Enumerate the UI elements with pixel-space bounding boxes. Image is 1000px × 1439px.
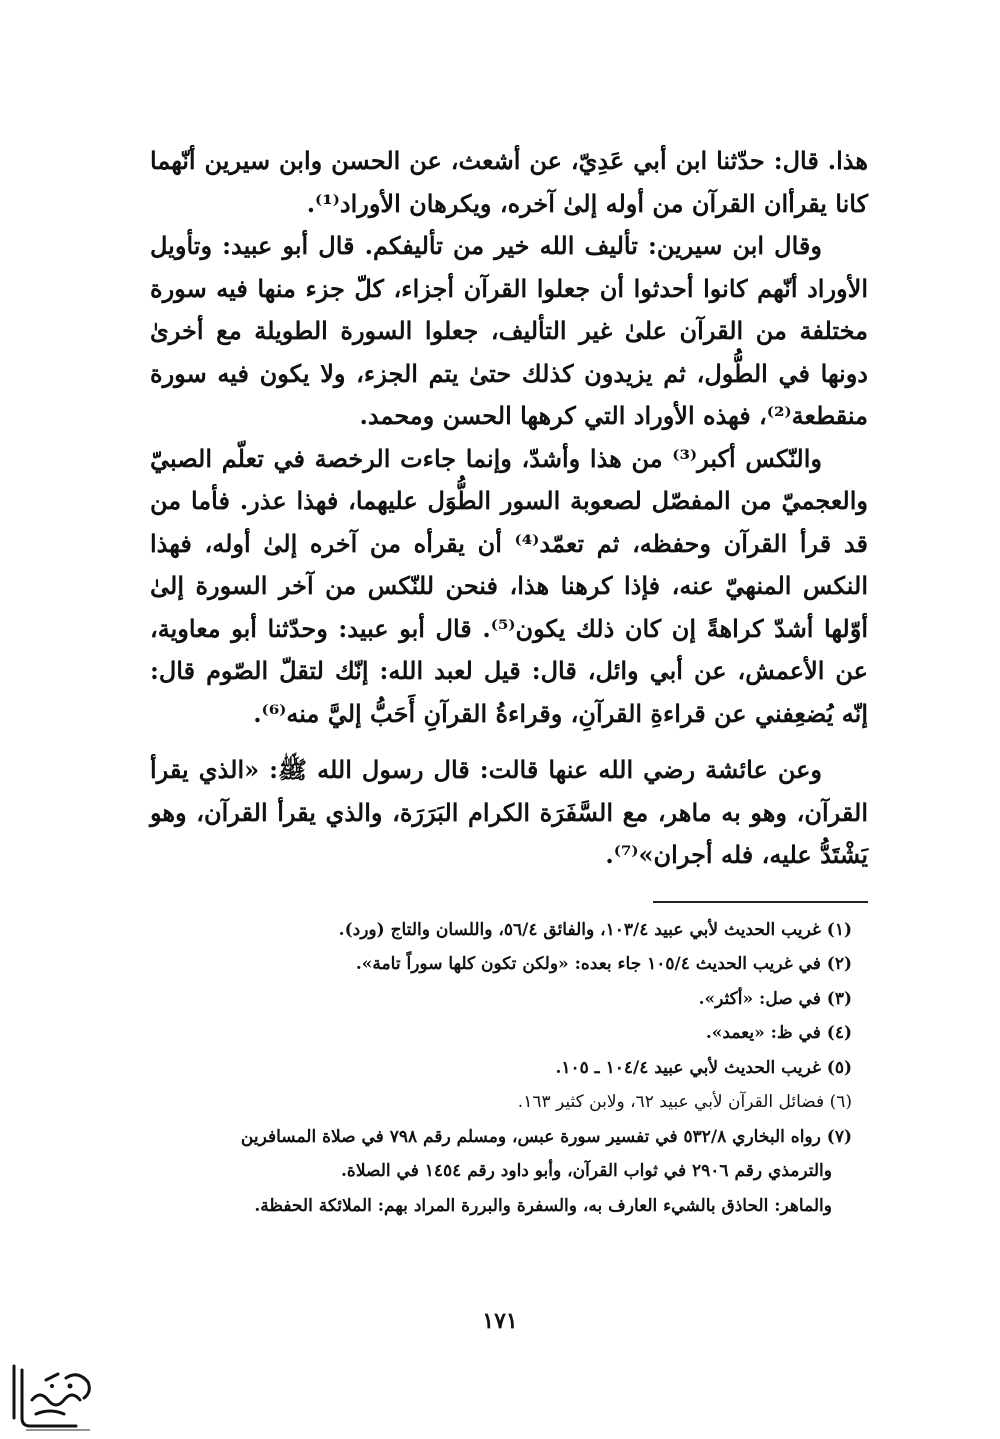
footnote-2: (٢) في غريب الحديث ١٠٥/٤ جاء بعده: «ولكن تكون كلها سوراً تامة». bbox=[355, 954, 852, 974]
paragraph-4: وعن عائشة رضي الله عنها قالت: قال رسول الله ﷺ: «الذي يقرأ القرآن، وهو به ماهر، مع السَّفَرَة الكرام البَرَرَة، والذي يقرأ القرآن، وهو يَشْتَدُّ عليه، فله أجران»⁽⁷⁾. bbox=[150, 755, 868, 869]
footnote-7-continued: والترمذي رقم ٢٩٠٦ في ثواب القرآن، وأبو داود رقم ١٤٥٤ في الصلاة. bbox=[341, 1161, 832, 1181]
paragraph-3: والنّكس أكبر⁽³⁾ من هذا وأشدّ، وإنما جاءت الرخصة في تعلّم الصبيّ والعجميّ من المفصّل لصعوبة السور الطُّوَل عليهما، فهذا عذر. فأما من قد قرأ القرآن وحفظه، ثم تعمّد⁽⁴⁾ أن يقرأه من آخره إلىٰ أوله، فهذا النكس المنهيّ عنه، فإذا كرهنا هذا، فنحن للنّكس من آخر السورة إلىٰ أوّلها أشدّ كراهةً إن كان ذلك يكون⁽⁵⁾. قال أبو عبيد: وحدّثنا أبو معاوية، عن الأعمش، عن أبي وائل، قال: قيل لعبد الله: إنّك لتقلّ الصّوم قال: إنّه يُضعِفني عن قراءةِ القرآنِ، وقراءةُ القرآنِ أَحَبُّ إليَّ منه⁽⁶⁾. bbox=[150, 443, 868, 728]
calligraphy-logo-icon bbox=[6, 1356, 96, 1434]
footnote-3: (٣) في صل: «أكثر». bbox=[698, 988, 852, 1009]
paragraph-1: هذا. قال: حدّثنا ابن أبي عَدِيّ، عن أشعث، عن الحسن وابن سيرين أنّهما كانا يقرأان القرآن من أوله إلىٰ آخره، ويكرهان الأوراد⁽¹⁾. bbox=[150, 146, 868, 218]
paragraph-2: وقال ابن سيرين: تأليف الله خير من تأليفكم. قال أبو عبيد: وتأويل الأوراد أنّهم كانوا أحدثوا أن جعلوا القرآن أجزاء، كلّ جزء منها فيه سورة مختلفة من القرآن علىٰ غير التأليف، جعلوا السورة الطويلة مع أخرىٰ دونها في الطُّول، ثم يزيدون كذلك حتىٰ يتم الجزء، ولا يكون فيه سورة منقطعة⁽²⁾، فهذه الأوراد التي كرهها الحسن ومحمد. bbox=[150, 231, 868, 430]
footnote-7-note: والماهر: الحاذق بالشيء العارف به، والسفرة والبررة المراد بهم: الملائكة الحفظة. bbox=[254, 1195, 832, 1216]
footnotes-list bbox=[150, 913, 868, 1224]
footnote-7: (٧) رواه البخاري ٥٣٢/٨ في تفسير سورة عبس، ومسلم رقم ٧٩٨ في صلاة المسافرين bbox=[240, 1126, 852, 1147]
footnote-5: (٥) غريب الحديث لأبي عبيد ١٠٤/٤ ـ ١٠٥. bbox=[555, 1057, 852, 1078]
page-content bbox=[150, 140, 868, 1223]
body-text bbox=[150, 140, 868, 877]
footnote-1: (١) غريب الحديث لأبي عبيد ١٠٣/٤، والفائق ٥٦/٤، واللسان والتاج (ورد). bbox=[338, 919, 852, 940]
page-number: ١٧١ bbox=[482, 1308, 518, 1334]
footnote-6: (٦) فضائل القرآن لأبي عبيد ٦٢، ولابن كثير ١٦٣. bbox=[517, 1092, 852, 1112]
footnote-divider bbox=[653, 901, 868, 903]
footnote-4: (٤) في ظ: «يعمد». bbox=[705, 1023, 852, 1043]
